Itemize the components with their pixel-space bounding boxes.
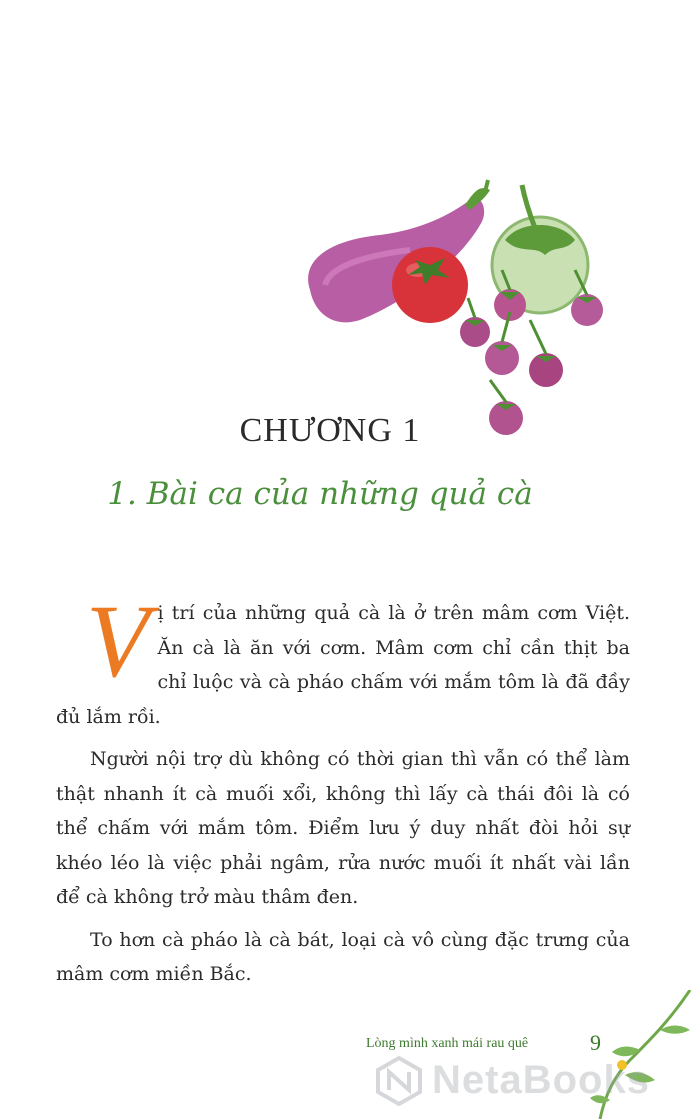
watermark-text: NetaBooks bbox=[432, 1058, 650, 1102]
paragraph-1 bbox=[56, 584, 630, 734]
body-text bbox=[56, 584, 630, 1000]
paragraph-2: Người nội trợ dù không có thời gian thì vẫn có thể làm thật nhanh ít cà muối xổi, không thì lấy cà thái đôi là có thể chấm với mắm tôm. Điểm lưu ý duy nhất đòi hỏi sự khéo léo là việc phải ngâm, rửa nước muối ít nhất vài lần để cà không trở màu thâm đen. bbox=[56, 748, 630, 908]
footer-book-title: Lòng mình xanh mái rau quê bbox=[366, 1036, 529, 1051]
paragraph-3: To hơn cà pháo là cà bát, loại cà vô cùng đặc trưng của mâm cơm miền Bắc. bbox=[56, 928, 630, 985]
chapter-title: 1. Bài ca của những quả cà bbox=[107, 476, 533, 512]
watermark bbox=[370, 1052, 700, 1112]
drop-cap: V bbox=[86, 584, 150, 699]
netabooks-logo-icon bbox=[374, 1056, 424, 1106]
vegetable-illustration bbox=[290, 170, 620, 450]
chapter-heading: CHƯƠNG 1 bbox=[239, 412, 421, 449]
page-number: 9 bbox=[590, 1030, 601, 1055]
paragraph-1-text: ị trí của những quả cà là ở trên mâm cơm Việt. Ăn cà là ăn với cơm. Mâm cơm chỉ cần thịt ba chỉ luộc và cà pháo chấm với mắm tôm là đã đầy đủ lắm rồi. bbox=[56, 602, 630, 728]
